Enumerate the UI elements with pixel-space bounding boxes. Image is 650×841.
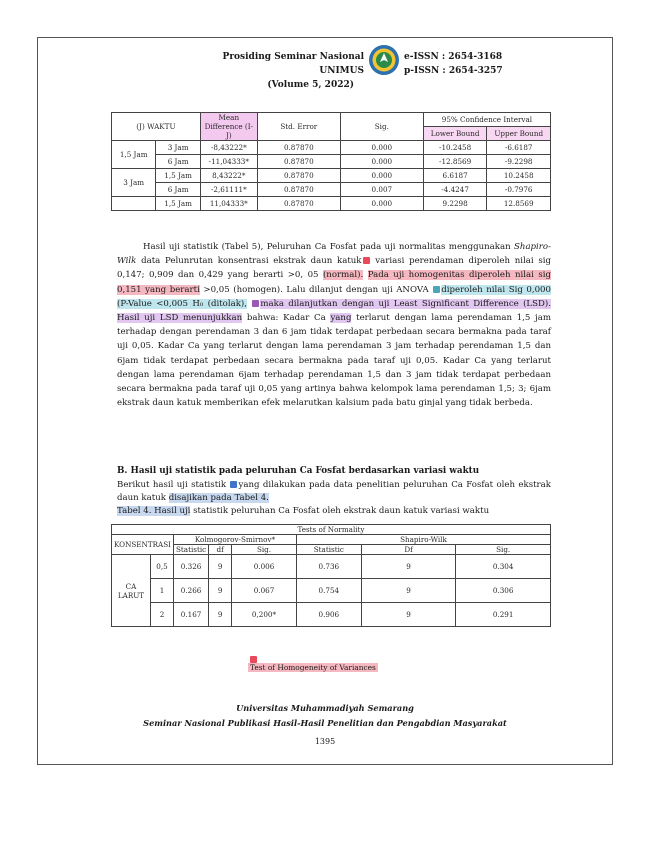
sig-cell: 0.000 [340, 197, 423, 211]
col-confidence-interval: 95% Confidence Interval [423, 113, 550, 127]
section-b-paragraph [117, 479, 551, 518]
mean-cell: 11,04333* [200, 197, 257, 211]
col-kolmogorov: Kolmogorov-Smirnov* [173, 535, 296, 545]
waktu-cell: 6 Jam [156, 155, 200, 169]
lower-cell: -4.4247 [423, 183, 487, 197]
page-number: 1395 [314, 737, 336, 746]
highlight-purple[interactable]: yang [330, 313, 352, 324]
df-cell: 9 [361, 603, 456, 627]
table-row [112, 169, 551, 183]
highlight-blue[interactable]: disajikan pada Tabel 4. [168, 493, 269, 503]
upper-cell: 10.2458 [487, 169, 551, 183]
group-cell: 1,5 Jam [112, 141, 156, 169]
sig-cell: 0,200* [232, 603, 297, 627]
lower-cell: -12.8569 [423, 155, 487, 169]
mean-cell: -2,61111* [200, 183, 257, 197]
table-row [112, 579, 551, 603]
se-cell: 0.87870 [257, 155, 340, 169]
annotation-marker-icon[interactable] [363, 257, 370, 264]
se-cell: 0.87870 [257, 183, 340, 197]
proceeding-title: Prosiding Seminar Nasional UNIMUS [222, 52, 364, 76]
table-row [112, 603, 551, 627]
group-cell: CA LARUT [112, 555, 151, 627]
table-row [112, 141, 551, 155]
col-df: df [209, 545, 232, 555]
table-row [112, 183, 551, 197]
volume-label: (Volume 5, 2022) [267, 80, 354, 90]
stat-cell: 0.906 [296, 603, 361, 627]
highlight-purple[interactable]: maka dilanjutkan dengan uji Least Significant Difference (LSD). Hasil uji LSD menunjukkan [117, 298, 551, 324]
df-cell: 9 [361, 579, 456, 603]
upper-cell: -0.7976 [487, 183, 551, 197]
df-cell: 9 [209, 579, 232, 603]
mean-cell: -11,04333* [200, 155, 257, 169]
waktu-cell: 3 Jam [156, 141, 200, 155]
konsentrasi-cell: 1 [151, 579, 174, 603]
sig-cell: 0.067 [232, 579, 297, 603]
table-row [112, 555, 551, 579]
text-span: variasi perendaman diperoleh nilai sig 0,147; 0,909 dan 0,429 yang berarti >0, 05 [117, 256, 551, 281]
sig-cell: 0.006 [232, 555, 297, 579]
footer-university: Universitas Muhammadiyah Semarang [236, 703, 414, 713]
normality-table [111, 524, 551, 627]
highlight-red[interactable]: Pada uji homogenitas diperoleh nilai sig 0,151 yang berarti [117, 270, 551, 295]
footer-seminar: Seminar Nasional Publikasi Hasil-Hasil Penelitian dan Pengabdian Masyarakat [143, 718, 507, 728]
text-span: terlarut dengan lama perendaman 1,5 jam terhadap dengan perendaman 3 dan 6 jam tidak terdapat perbedaan secara bermakna pada taraf uji 0,05. Kadar Ca yang terlarut dengan lama perendaman 3 jam terhadap perendaman 1,5 dan 6jam tidak terdapat perbedaan secara bermakna pada taraf uji 0,05. Kadar Ca yang terlarut dengan lama perendaman 6jam terhadap perendaman 1,5 dan 3 jam tidak terdapat perbedaan secara bermakna pada taraf uji 0,05 yang artinya bahwa kelompok lama perendaman 1,5; 3; 6jam ekstrak daun katuk memberikan efek melarutkan kalsium pada batu ginjal yang tidak berbeda. [117, 313, 551, 409]
lower-cell: 9.2298 [423, 197, 487, 211]
se-cell: 0.87870 [257, 169, 340, 183]
col-shapiro: Shapiro-Wilk [296, 535, 550, 545]
annotation-marker-icon[interactable] [250, 656, 257, 663]
annotation-marker-icon[interactable] [252, 300, 259, 307]
waktu-cell: 6 Jam [156, 183, 200, 197]
stat-cell: 0.167 [173, 603, 208, 627]
col-lower-bound: Lower Bound [423, 127, 487, 141]
stat-cell: 0.736 [296, 555, 361, 579]
table-row [112, 197, 551, 211]
sig-cell: 0.000 [340, 155, 423, 169]
waktu-cell: 1,5 Jam [156, 197, 200, 211]
col-sig: Sig. [232, 545, 297, 555]
lsd-table [111, 112, 551, 211]
header-left [194, 50, 364, 92]
sig-cell: 0.000 [340, 169, 423, 183]
se-cell: 0.87870 [257, 141, 340, 155]
col-waktu: (J) WAKTU [112, 113, 201, 141]
df-cell: 9 [209, 603, 232, 627]
pissn: p-ISSN : 2654-3257 [404, 66, 503, 76]
col-mean-difference: Mean Difference (I-J) [200, 113, 257, 141]
col-statistic-sw: Statistic [296, 545, 361, 555]
lower-cell: 6.6187 [423, 169, 487, 183]
konsentrasi-cell: 2 [151, 603, 174, 627]
group-cell [112, 197, 156, 211]
sig-cell: 0.306 [456, 579, 551, 603]
df-cell: 9 [209, 555, 232, 579]
text-span: Hasil uji statistik (Tabel 5), Peluruhan Ca Fosfat pada uji normalitas menggunakan [143, 242, 515, 252]
text-span: data Pelunrutan konsentrasi ekstrak daun katuk [136, 256, 362, 267]
text-span: bahwa: Kadar Ca [242, 313, 331, 324]
col-konsentrasi: KONSENTRASI [112, 535, 174, 555]
waktu-cell: 1,5 Jam [156, 169, 200, 183]
annotation-marker-icon[interactable] [433, 286, 440, 293]
col-std-error: Std. Error [257, 113, 340, 141]
section-heading: B. Hasil uji statistik pada peluruhan Ca Fosfat berdasarkan variasi waktu [117, 466, 480, 476]
sig-cell: 0.000 [340, 141, 423, 155]
df-cell: 9 [361, 555, 456, 579]
sig-cell: 0.291 [456, 603, 551, 627]
table-row [112, 155, 551, 169]
sig-cell: 0.304 [456, 555, 551, 579]
highlight-cyan[interactable]: diperoleh nilai Sig 0,000 (P-Value <0,005 H₀ (ditolak), [117, 284, 551, 309]
table-caption: statistik peluruhan Ca Fosfat oleh ekstrak daun katuk variasi waktu [190, 506, 490, 516]
stat-cell: 0.326 [173, 555, 208, 579]
unimus-logo-icon [368, 44, 400, 76]
text-span: Berikut hasil uji statistik [117, 480, 230, 490]
upper-cell: 12.8569 [487, 197, 551, 211]
sig-cell: 0.007 [340, 183, 423, 197]
mean-cell: -8,43222* [200, 141, 257, 155]
lower-cell: -10.2458 [423, 141, 487, 155]
upper-cell: -6.6187 [487, 141, 551, 155]
mean-cell: 8,43222* [200, 169, 257, 183]
konsentrasi-cell: 0,5 [151, 555, 174, 579]
group-cell: 3 Jam [112, 169, 156, 197]
table-title: Tests of Normality [112, 525, 551, 535]
col-upper-bound: Upper Bound [487, 127, 551, 141]
se-cell: 0.87870 [257, 197, 340, 211]
text-span: yang dilakukan pada data penelitian peluruhan Ca Fosfat oleh ekstrak daun katuk [117, 480, 551, 503]
homogeneity-heading[interactable]: Test of Homogeneity of Variances [250, 663, 376, 672]
italic-term: Shapiro-Wilk [117, 242, 551, 267]
stat-cell: 0.266 [173, 579, 208, 603]
eissn: e-ISSN : 2654-3168 [404, 52, 503, 62]
col-sig-sw: Sig. [456, 545, 551, 555]
col-sig: Sig. [340, 113, 423, 141]
highlight-red[interactable]: (normal). [322, 270, 364, 281]
annotation-marker-icon[interactable] [230, 481, 237, 488]
stat-cell: 0.754 [296, 579, 361, 603]
text-span: >0,05 (homogen). Lalu dilanjut dengan uji ANOVA [199, 284, 433, 295]
results-paragraph [117, 240, 551, 410]
col-df-sw: Df [361, 545, 456, 555]
col-statistic: Statistic [173, 545, 208, 555]
header-right [404, 50, 503, 78]
highlight-blue[interactable]: Tabel 4. Hasil uji [117, 506, 191, 516]
upper-cell: -9.2298 [487, 155, 551, 169]
